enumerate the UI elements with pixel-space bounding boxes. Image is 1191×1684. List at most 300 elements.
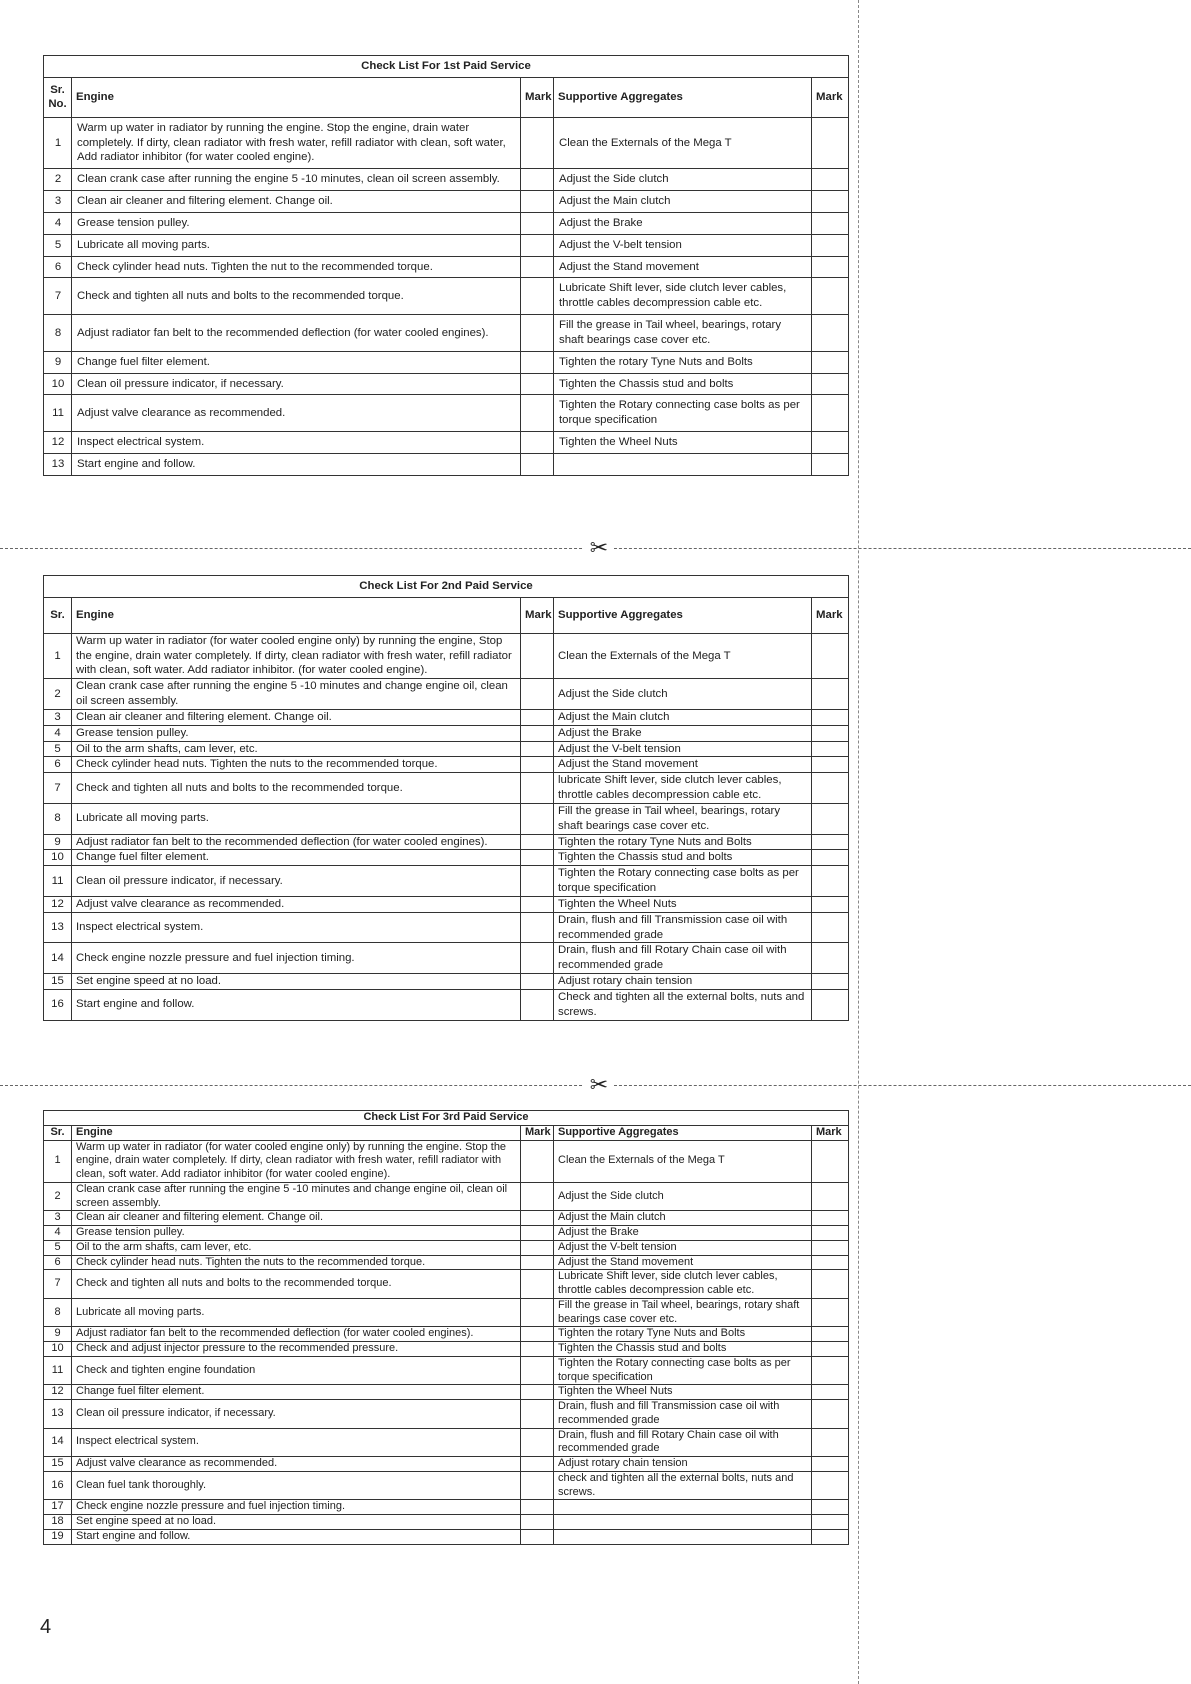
supportive-cell: Drain, flush and fill Rotary Chain case oil with recommended grade (554, 943, 812, 974)
sr-cell: 5 (44, 234, 72, 256)
table-row (44, 850, 849, 866)
supportive-cell (554, 453, 812, 475)
mark-cell[interactable] (521, 117, 554, 168)
engine-cell: Lubricate all moving parts. (72, 803, 521, 834)
supportive-cell: Tighten the rotary Tyne Nuts and Bolts (554, 834, 812, 850)
sr-cell: 14 (44, 1428, 72, 1457)
table-row (44, 1385, 849, 1400)
engine-cell: Check and tighten engine foundation (72, 1356, 521, 1385)
supportive-cell: Adjust the Stand movement (554, 256, 812, 278)
col-header-mark: Mark (521, 77, 554, 117)
col-header-mark-2: Mark (812, 1125, 849, 1140)
table-row (44, 1211, 849, 1226)
sr-cell: 3 (44, 191, 72, 213)
mark-cell[interactable] (812, 1298, 849, 1327)
table-row (44, 278, 849, 315)
table-row (44, 1226, 849, 1241)
table-row (44, 256, 849, 278)
page-number: 4 (40, 1616, 52, 1638)
mark-cell[interactable] (812, 1182, 849, 1211)
mark-cell[interactable] (521, 896, 554, 912)
table-row (44, 1255, 849, 1270)
mark-cell[interactable] (521, 256, 554, 278)
mark-cell[interactable] (812, 773, 849, 804)
mark-cell[interactable] (521, 1182, 554, 1211)
table-row (44, 1270, 849, 1299)
mark-cell[interactable] (521, 741, 554, 757)
table-row (44, 1182, 849, 1211)
supportive-cell: Tighten the Rotary connecting case bolts as per torque specification (554, 866, 812, 897)
mark-cell[interactable] (812, 1428, 849, 1457)
mark-cell[interactable] (521, 453, 554, 475)
mark-cell[interactable] (812, 1226, 849, 1241)
mark-cell[interactable] (812, 896, 849, 912)
mark-cell[interactable] (521, 395, 554, 432)
mark-cell[interactable] (812, 974, 849, 990)
engine-cell: Oil to the arm shafts, cam lever, etc. (72, 1240, 521, 1255)
supportive-cell (554, 1529, 812, 1544)
engine-cell: Change fuel filter element. (72, 1385, 521, 1400)
engine-cell: Inspect electrical system. (72, 912, 521, 943)
sr-cell: 13 (44, 453, 72, 475)
sr-cell: 12 (44, 896, 72, 912)
engine-cell: Clean crank case after running the engine 5 -10 minutes, clean oil screen assembly. (72, 169, 521, 191)
engine-cell: Warm up water in radiator (for water cooled engine only) by running the engine, Stop the engine, drain water completely. If dirty, clean radiator with fresh water, refill radiator with clean, soft water. Add radiator inhibitor. (for water cooled engine). (72, 633, 521, 678)
supportive-cell: Lubricate Shift lever, side clutch lever cables, throttle cables decompression cable etc. (554, 278, 812, 315)
engine-cell: Grease tension pulley. (72, 725, 521, 741)
mark-cell[interactable] (521, 1226, 554, 1241)
sr-cell: 10 (44, 1342, 72, 1357)
engine-cell: Clean oil pressure indicator, if necessary. (72, 1400, 521, 1429)
supportive-cell: Adjust the Side clutch (554, 169, 812, 191)
mark-cell[interactable] (521, 633, 554, 678)
mark-cell[interactable] (812, 395, 849, 432)
sr-cell: 15 (44, 974, 72, 990)
mark-cell[interactable] (812, 1529, 849, 1544)
supportive-cell: Adjust the Main clutch (554, 1211, 812, 1226)
supportive-cell: Tighten the Chassis stud and bolts (554, 850, 812, 866)
mark-cell[interactable] (521, 1471, 554, 1500)
sr-cell: 7 (44, 1270, 72, 1299)
engine-cell: Clean air cleaner and filtering element. Change oil. (72, 1211, 521, 1226)
engine-cell: Inspect electrical system. (72, 1428, 521, 1457)
supportive-cell: Check and tighten all the external bolts, nuts and screws. (554, 989, 812, 1020)
mark-cell[interactable] (521, 989, 554, 1020)
table-row (44, 709, 849, 725)
supportive-cell: Adjust the Main clutch (554, 709, 812, 725)
supportive-cell: Tighten the rotary Tyne Nuts and Bolts (554, 351, 812, 373)
engine-cell: Check cylinder head nuts. Tighten the nut to the recommended torque. (72, 256, 521, 278)
sr-cell: 15 (44, 1457, 72, 1472)
mark-cell[interactable] (521, 709, 554, 725)
table-row (44, 169, 849, 191)
supportive-cell: Drain, flush and fill Transmission case oil with recommended grade (554, 912, 812, 943)
mark-cell[interactable] (521, 679, 554, 710)
table-row (44, 1342, 849, 1357)
sr-cell: 9 (44, 834, 72, 850)
mark-cell[interactable] (521, 866, 554, 897)
mark-cell[interactable] (521, 1385, 554, 1400)
engine-cell: Adjust radiator fan belt to the recommended deflection (for water cooled engines). (72, 834, 521, 850)
table-row (44, 679, 849, 710)
engine-cell: Clean fuel tank thoroughly. (72, 1471, 521, 1500)
mark-cell[interactable] (812, 850, 849, 866)
sr-cell: 7 (44, 773, 72, 804)
supportive-cell: Tighten the Rotary connecting case bolts as per torque specification (554, 395, 812, 432)
mark-cell[interactable] (521, 191, 554, 213)
supportive-cell: Tighten the rotary Tyne Nuts and Bolts (554, 1327, 812, 1342)
mark-cell[interactable] (812, 757, 849, 773)
mark-cell[interactable] (521, 1240, 554, 1255)
table-row (44, 432, 849, 454)
col-header-sr: Sr. (44, 1125, 72, 1140)
sr-cell: 9 (44, 351, 72, 373)
supportive-cell: Drain, flush and fill Rotary Chain case oil with recommended grade (554, 1428, 812, 1457)
engine-cell: Clean air cleaner and filtering element. Change oil. (72, 191, 521, 213)
table-row (44, 1140, 849, 1182)
sr-cell: 5 (44, 1240, 72, 1255)
sr-cell: 3 (44, 1211, 72, 1226)
col-header-mark: Mark (521, 1125, 554, 1140)
sr-cell: 2 (44, 169, 72, 191)
table-row (44, 741, 849, 757)
scissors-icon: ✂ (584, 1074, 614, 1096)
mark-cell[interactable] (812, 1457, 849, 1472)
mark-cell[interactable] (812, 679, 849, 710)
engine-cell: Adjust valve clearance as recommended. (72, 896, 521, 912)
sr-cell: 13 (44, 1400, 72, 1429)
engine-cell: Set engine speed at no load. (72, 1515, 521, 1530)
mark-cell[interactable] (812, 212, 849, 234)
table-row (44, 803, 849, 834)
table-title: Check List For 3rd Paid Service (44, 1111, 849, 1126)
mark-cell[interactable] (521, 351, 554, 373)
supportive-cell: Clean the Externals of the Mega T (554, 117, 812, 168)
table-row (44, 1298, 849, 1327)
supportive-cell: Tighten the Chassis stud and bolts (554, 1342, 812, 1357)
sr-cell: 16 (44, 989, 72, 1020)
table-row (44, 1515, 849, 1530)
sr-cell: 4 (44, 725, 72, 741)
engine-cell: Adjust valve clearance as recommended. (72, 395, 521, 432)
checklist-2nd-paid-service (43, 575, 849, 1021)
mark-cell[interactable] (521, 1428, 554, 1457)
mark-cell[interactable] (812, 725, 849, 741)
engine-cell: Warm up water in radiator by running the engine. Stop the engine, drain water completely. If dirty, clean radiator with fresh water, refill radiator with clean, soft water, Add radiator inhibitor (for water cooled engine). (72, 117, 521, 168)
sr-cell: 19 (44, 1529, 72, 1544)
mark-cell[interactable] (812, 866, 849, 897)
sr-cell: 1 (44, 1140, 72, 1182)
mark-cell[interactable] (812, 1240, 849, 1255)
sr-cell: 6 (44, 256, 72, 278)
supportive-cell: lubricate Shift lever, side clutch lever cables, throttle cables decompression cable etc. (554, 773, 812, 804)
supportive-cell: Adjust the V-belt tension (554, 741, 812, 757)
mark-cell[interactable] (521, 212, 554, 234)
engine-cell: Clean crank case after running the engine 5 -10 minutes and change engine oil, clean oil screen assembly. (72, 679, 521, 710)
engine-cell: Start engine and follow. (72, 453, 521, 475)
mark-cell[interactable] (812, 1140, 849, 1182)
col-header-supportive: Supportive Aggregates (554, 1125, 812, 1140)
mark-cell[interactable] (521, 725, 554, 741)
mark-cell[interactable] (812, 234, 849, 256)
mark-cell[interactable] (812, 373, 849, 395)
table-row (44, 1356, 849, 1385)
supportive-cell: Lubricate Shift lever, side clutch lever cables, throttle cables decompression cable etc. (554, 1270, 812, 1299)
mark-cell[interactable] (521, 1529, 554, 1544)
col-header-engine: Engine (72, 77, 521, 117)
supportive-cell: Tighten the Wheel Nuts (554, 1385, 812, 1400)
mark-cell[interactable] (812, 1385, 849, 1400)
mark-cell[interactable] (812, 1356, 849, 1385)
engine-cell: Clean oil pressure indicator, if necessary. (72, 866, 521, 897)
col-header-supportive: Supportive Aggregates (554, 597, 812, 633)
table-row (44, 866, 849, 897)
mark-cell[interactable] (521, 315, 554, 352)
table-row (44, 773, 849, 804)
engine-cell: Warm up water in radiator (for water cooled engine only) by running the engine. Stop the engine, drain water completely. If dirty, clean radiator with fresh water, refill radiator with clean, soft water. Add radiator inhibitor (for water cooled engine). (72, 1140, 521, 1182)
table-row (44, 912, 849, 943)
table-row (44, 351, 849, 373)
mark-cell[interactable] (812, 453, 849, 475)
mark-cell[interactable] (812, 1515, 849, 1530)
engine-cell: Clean crank case after running the engine 5 -10 minutes and change engine oil, clean oil screen assembly. (72, 1182, 521, 1211)
mark-cell[interactable] (812, 278, 849, 315)
sr-cell: 16 (44, 1471, 72, 1500)
engine-cell: Grease tension pulley. (72, 1226, 521, 1241)
mark-cell[interactable] (812, 943, 849, 974)
col-header-mark-2: Mark (812, 77, 849, 117)
mark-cell[interactable] (812, 1400, 849, 1429)
mark-cell[interactable] (521, 803, 554, 834)
table-row (44, 896, 849, 912)
mark-cell[interactable] (521, 850, 554, 866)
supportive-cell: Fill the grease in Tail wheel, bearings, rotary shaft bearings case cover etc. (554, 1298, 812, 1327)
col-header-sr: Sr. (44, 597, 72, 633)
sr-cell: 13 (44, 912, 72, 943)
mark-cell[interactable] (812, 169, 849, 191)
table-row (44, 943, 849, 974)
sr-cell: 2 (44, 679, 72, 710)
mark-cell[interactable] (521, 1255, 554, 1270)
engine-cell: Check and tighten all nuts and bolts to the recommended torque. (72, 1270, 521, 1299)
table-row (44, 725, 849, 741)
sr-cell: 12 (44, 432, 72, 454)
sr-cell: 10 (44, 373, 72, 395)
mark-cell[interactable] (812, 1342, 849, 1357)
sr-cell: 1 (44, 117, 72, 168)
table-row (44, 1327, 849, 1342)
col-header-supportive: Supportive Aggregates (554, 77, 812, 117)
table-row (44, 1400, 849, 1429)
table-row (44, 757, 849, 773)
mark-cell[interactable] (521, 432, 554, 454)
engine-cell: Check engine nozzle pressure and fuel injection timing. (72, 943, 521, 974)
engine-cell: Change fuel filter element. (72, 351, 521, 373)
engine-cell: Check cylinder head nuts. Tighten the nuts to the recommended torque. (72, 1255, 521, 1270)
supportive-cell: Adjust the Brake (554, 1226, 812, 1241)
supportive-cell: Adjust the Side clutch (554, 1182, 812, 1211)
mark-cell[interactable] (812, 1270, 849, 1299)
mark-cell[interactable] (812, 633, 849, 678)
engine-cell: Inspect electrical system. (72, 432, 521, 454)
mark-cell[interactable] (812, 709, 849, 725)
mark-cell[interactable] (812, 191, 849, 213)
col-header-mark: Mark (521, 597, 554, 633)
mark-cell[interactable] (812, 256, 849, 278)
supportive-cell: Tighten the Wheel Nuts (554, 896, 812, 912)
mark-cell[interactable] (521, 834, 554, 850)
col-header-sr-no: Sr. No. (44, 77, 72, 117)
mark-cell[interactable] (521, 1457, 554, 1472)
sr-cell: 5 (44, 741, 72, 757)
mark-cell[interactable] (812, 1327, 849, 1342)
mark-cell[interactable] (812, 1500, 849, 1515)
mark-cell[interactable] (521, 1342, 554, 1357)
supportive-cell: Adjust rotary chain tension (554, 974, 812, 990)
engine-cell: Check cylinder head nuts. Tighten the nuts to the recommended torque. (72, 757, 521, 773)
sr-cell: 12 (44, 1385, 72, 1400)
table-row (44, 1457, 849, 1472)
sr-cell: 4 (44, 212, 72, 234)
table-row (44, 212, 849, 234)
mark-cell[interactable] (812, 989, 849, 1020)
engine-cell: Check and tighten all nuts and bolts to the recommended torque. (72, 773, 521, 804)
mark-cell[interactable] (521, 974, 554, 990)
mark-cell[interactable] (521, 912, 554, 943)
table-row (44, 1471, 849, 1500)
col-header-engine: Engine (72, 597, 521, 633)
engine-cell: Adjust radiator fan belt to the recommended deflection (for water cooled engines). (72, 315, 521, 352)
supportive-cell: Tighten the Wheel Nuts (554, 432, 812, 454)
checklist-1st-paid-service (43, 55, 849, 476)
table-row (44, 117, 849, 168)
supportive-cell: Adjust the Main clutch (554, 191, 812, 213)
supportive-cell: Drain, flush and fill Transmission case oil with recommended grade (554, 1400, 812, 1429)
mark-cell[interactable] (521, 169, 554, 191)
mark-cell[interactable] (521, 1500, 554, 1515)
mark-cell[interactable] (521, 1270, 554, 1299)
table-row (44, 834, 849, 850)
sr-cell: 11 (44, 395, 72, 432)
engine-cell: Grease tension pulley. (72, 212, 521, 234)
mark-cell[interactable] (812, 1211, 849, 1226)
engine-cell: Check engine nozzle pressure and fuel injection timing. (72, 1500, 521, 1515)
sr-cell: 8 (44, 803, 72, 834)
engine-cell: Set engine speed at no load. (72, 974, 521, 990)
mark-cell[interactable] (521, 278, 554, 315)
mark-cell[interactable] (521, 943, 554, 974)
sr-cell: 1 (44, 633, 72, 678)
supportive-cell: Tighten the Rotary connecting case bolts as per torque specification (554, 1356, 812, 1385)
sr-cell: 11 (44, 866, 72, 897)
supportive-cell: Fill the grease in Tail wheel, bearings, rotary shaft bearings case cover etc. (554, 315, 812, 352)
sr-cell: 10 (44, 850, 72, 866)
supportive-cell (554, 1515, 812, 1530)
mark-cell[interactable] (812, 1255, 849, 1270)
engine-cell: Check and adjust injector pressure to the recommended pressure. (72, 1342, 521, 1357)
sr-cell: 3 (44, 709, 72, 725)
table-row (44, 315, 849, 352)
mark-cell[interactable] (812, 1471, 849, 1500)
mark-cell[interactable] (812, 912, 849, 943)
mark-cell[interactable] (812, 315, 849, 352)
engine-cell: Start engine and follow. (72, 989, 521, 1020)
checklist-3rd-paid-service (43, 1110, 849, 1545)
sr-cell: 11 (44, 1356, 72, 1385)
mark-cell[interactable] (812, 834, 849, 850)
table-row (44, 633, 849, 678)
mark-cell[interactable] (812, 803, 849, 834)
vertical-cut-line (858, 0, 859, 1684)
table-row (44, 395, 849, 432)
engine-cell: Adjust valve clearance as recommended. (72, 1457, 521, 1472)
supportive-cell: Adjust the V-belt tension (554, 1240, 812, 1255)
mark-cell[interactable] (812, 741, 849, 757)
table-row (44, 453, 849, 475)
col-header-engine: Engine (72, 1125, 521, 1140)
sr-cell: 6 (44, 757, 72, 773)
supportive-cell: Fill the grease in Tail wheel, bearings, rotary shaft bearings case cover etc. (554, 803, 812, 834)
sr-cell: 14 (44, 943, 72, 974)
mark-cell[interactable] (812, 117, 849, 168)
sr-cell: 8 (44, 1298, 72, 1327)
engine-cell: Start engine and follow. (72, 1529, 521, 1544)
mark-cell[interactable] (521, 1515, 554, 1530)
table-row (44, 1428, 849, 1457)
supportive-cell: Adjust the V-belt tension (554, 234, 812, 256)
mark-cell[interactable] (812, 351, 849, 373)
scissors-icon: ✂ (584, 537, 614, 559)
mark-cell[interactable] (812, 432, 849, 454)
table-row (44, 234, 849, 256)
engine-cell: Check and tighten all nuts and bolts to the recommended torque. (72, 278, 521, 315)
engine-cell: Change fuel filter element. (72, 850, 521, 866)
supportive-cell: Adjust the Side clutch (554, 679, 812, 710)
mark-cell[interactable] (521, 1211, 554, 1226)
table-row (44, 1500, 849, 1515)
supportive-cell: Adjust the Stand movement (554, 1255, 812, 1270)
table-row (44, 1240, 849, 1255)
supportive-cell: Adjust the Stand movement (554, 757, 812, 773)
supportive-cell: Clean the Externals of the Mega T (554, 1140, 812, 1182)
sr-cell: 4 (44, 1226, 72, 1241)
table-title: Check List For 1st Paid Service (44, 56, 849, 78)
engine-cell: Clean air cleaner and filtering element. Change oil. (72, 709, 521, 725)
mark-cell[interactable] (521, 1298, 554, 1327)
mark-cell[interactable] (521, 1400, 554, 1429)
table-title: Check List For 2nd Paid Service (44, 576, 849, 598)
supportive-cell: Tighten the Chassis stud and bolts (554, 373, 812, 395)
mark-cell[interactable] (521, 234, 554, 256)
mark-cell[interactable] (521, 757, 554, 773)
engine-cell: Lubricate all moving parts. (72, 1298, 521, 1327)
supportive-cell: Adjust rotary chain tension (554, 1457, 812, 1472)
engine-cell: Clean oil pressure indicator, if necessary. (72, 373, 521, 395)
sr-cell: 7 (44, 278, 72, 315)
mark-cell[interactable] (521, 1356, 554, 1385)
mark-cell[interactable] (521, 373, 554, 395)
engine-cell: Lubricate all moving parts. (72, 234, 521, 256)
sr-cell: 17 (44, 1500, 72, 1515)
mark-cell[interactable] (521, 1327, 554, 1342)
mark-cell[interactable] (521, 1140, 554, 1182)
mark-cell[interactable] (521, 773, 554, 804)
sr-cell: 8 (44, 315, 72, 352)
table-row (44, 1529, 849, 1544)
table-row (44, 974, 849, 990)
supportive-cell: Adjust the Brake (554, 212, 812, 234)
table-row (44, 191, 849, 213)
